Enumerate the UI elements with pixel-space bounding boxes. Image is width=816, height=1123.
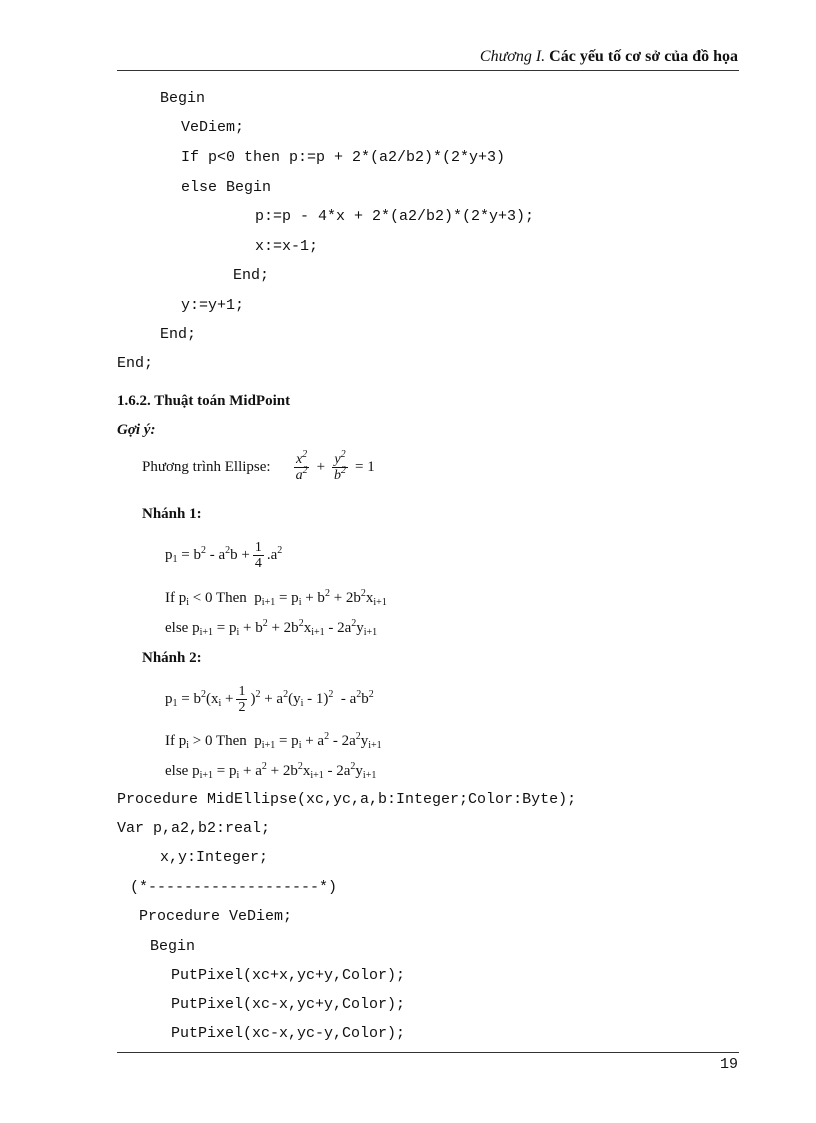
hint-label: Gợi ý:: [117, 422, 156, 438]
code-line: End;: [117, 355, 154, 372]
code-line: Begin: [150, 938, 196, 955]
header-rule: [117, 70, 739, 71]
branch1-else-formula: else $p_{i+1} = p_i + b^2 + 2b^2x_{i+1} - 2a^2y_{i+1}$: [165, 618, 378, 638]
footer-rule: [117, 1052, 739, 1053]
code-line: Var p,a2,b2:real;: [117, 820, 271, 837]
code-line: Procedure VeDiem;: [139, 908, 293, 925]
code-line: y:=y+1;: [181, 297, 245, 314]
branch2-p1-formula: $p_1 = b^2(x_i$ + $\frac{1}{2}$ )$^2 + a^2(y_i - 1)^2 - a^2b^2$: [165, 684, 374, 715]
code-line: else Begin: [181, 179, 272, 196]
header-title: Các yếu tố cơ sở của đồ họa: [549, 48, 738, 65]
branch2-label: Nhánh 2:: [142, 650, 202, 666]
branch2-if-formula: If $p_i > 0$ Then $p_{i+1} = p_i + a^2 - 2a^2y_{i+1}$: [165, 731, 382, 751]
code-line: (*-------------------*): [130, 879, 338, 896]
code-line: PutPixel(xc-x,yc+y,Color);: [171, 996, 406, 1013]
code-line: VeDiem;: [181, 119, 245, 136]
fraction-y2-b2: $\frac{y^2}{b^2}$: [334, 449, 347, 483]
ellipse-equation: Phương trình Ellipse: $\frac{x^2}{a^2}$ + $\frac{y^2}{b^2}$ = 1: [142, 449, 375, 483]
ellipse-label: Phương trình Ellipse:: [142, 459, 271, 475]
section-heading: 1.6.2. Thuật toán MidPoint: [117, 393, 291, 409]
code-line: x,y:Integer;: [160, 849, 269, 866]
running-header: [480, 48, 738, 66]
code-line: End;: [233, 267, 270, 284]
fraction-x2-a2: $\frac{x^2}{a^2}$: [295, 449, 308, 483]
code-line: End;: [160, 326, 197, 343]
branch1-if-formula: If $p_i < 0$ Then $p_{i+1} = p_i + b^2 + 2b^2x_{i+1}$: [165, 588, 387, 608]
header-chapter: Chương I.: [479, 48, 546, 65]
code-line: x:=x-1;: [255, 238, 319, 255]
code-line: Begin: [160, 90, 206, 107]
code-line: PutPixel(xc-x,yc-y,Color);: [171, 1025, 406, 1042]
code-line: If p<0 then p:=p + 2*(a2/b2)*(2*y+3): [181, 149, 506, 166]
branch1-label: Nhánh 1:: [142, 506, 202, 522]
code-line: Procedure MidEllipse(xc,yc,a,b:Integer;Color:Byte);: [117, 791, 577, 808]
branch2-else-formula: else $p_{i+1} = p_i + a^2 + 2b^2x_{i+1} - 2a^2y_{i+1}$: [165, 761, 377, 781]
code-line: p:=p - 4*x + 2*(a2/b2)*(2*y+3);: [255, 208, 535, 225]
page-number: 19: [719, 1056, 738, 1073]
code-line: PutPixel(xc+x,yc+y,Color);: [171, 967, 406, 984]
branch1-p1-formula: $p_1 = b^2 - a^2b$ + $\frac{1}{4}$ $.a^2$: [165, 540, 283, 571]
